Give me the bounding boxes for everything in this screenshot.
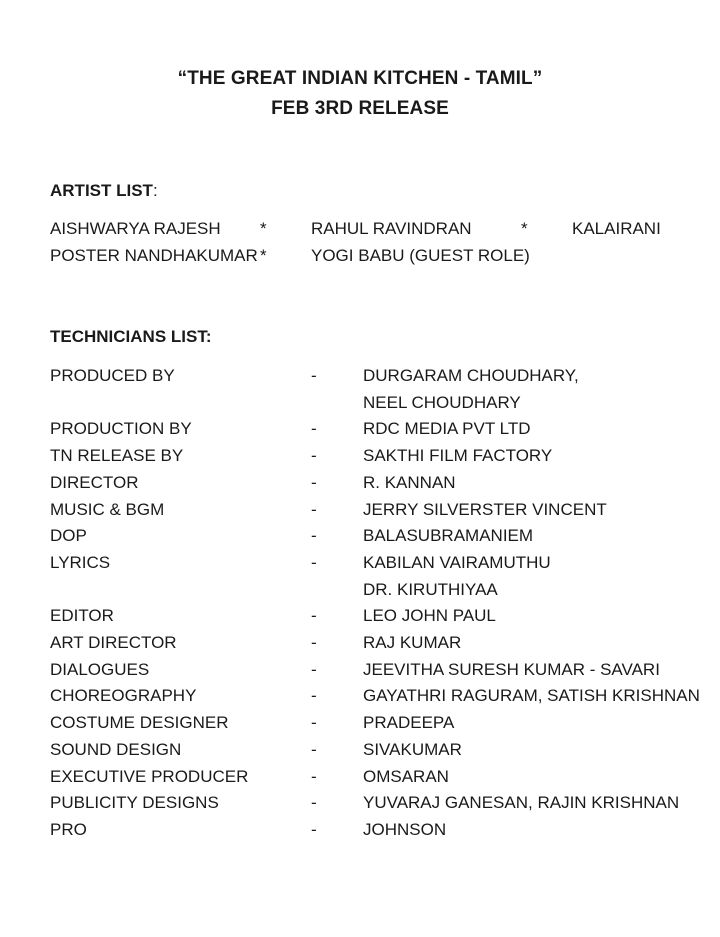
role-dash-separator: -	[311, 366, 317, 385]
artist-list-heading	[50, 181, 158, 201]
artist-name: AISHWARYA RAJESH	[50, 219, 221, 238]
technician-role: MUSIC & BGM	[50, 499, 165, 519]
technician-role: DIALOGUES	[50, 659, 150, 679]
role-dash-separator: -	[311, 793, 317, 813]
technician-row	[0, 767, 720, 793]
technician-name: SIVAKUMAR	[363, 739, 462, 759]
technician-name: GAYATHRI RAGURAM, SATISH KRISHNAN	[363, 686, 700, 706]
role-dash-separator: -	[311, 633, 317, 652]
role-dash-separator: -	[311, 739, 317, 759]
technician-role: CHOREOGRAPHY	[50, 686, 197, 706]
role-dash-separator: -	[311, 606, 317, 626]
technician-role: LYRICS	[50, 552, 111, 572]
technician-row	[0, 713, 720, 739]
technician-row	[0, 580, 720, 606]
technician-name: DR. KIRUTHIYAA	[363, 579, 498, 599]
role-dash-separator: -	[311, 659, 317, 679]
separator-star: *	[260, 246, 267, 265]
technician-row	[0, 526, 720, 552]
technician-row	[0, 793, 720, 819]
technician-role: EDITOR	[50, 606, 114, 626]
artist-list-heading-text: ARTIST LIST	[50, 181, 153, 200]
role-dash-separator: -	[311, 713, 317, 733]
artist-name: POSTER NANDHAKUMAR	[50, 246, 258, 265]
separator-star: *	[521, 219, 528, 238]
technician-row	[0, 366, 720, 392]
technician-role: PRODUCTION BY	[50, 419, 192, 439]
technician-name: BALASUBRAMANIEM	[363, 526, 534, 546]
role-dash-separator: -	[311, 472, 317, 492]
role-dash-separator: -	[311, 766, 317, 786]
artist-name: KALAIRANI	[572, 219, 661, 238]
technician-row	[0, 473, 720, 499]
technician-name: YUVARAJ GANESAN, RAJIN KRISHNAN	[363, 793, 680, 813]
technician-name: JERRY SILVERSTER VINCENT	[363, 499, 607, 519]
technician-name: JEEVITHA SURESH KUMAR - SAVARI	[363, 659, 660, 679]
technician-row	[0, 686, 720, 712]
technician-row	[0, 740, 720, 766]
technician-name: SAKTHI FILM FACTORY	[363, 446, 553, 466]
artist-name: YOGI BABU (GUEST ROLE)	[311, 246, 530, 265]
document-title: “THE GREAT INDIAN KITCHEN - TAMIL”	[177, 68, 543, 89]
technician-role: PUBLICITY DESIGNS	[50, 793, 219, 813]
technician-role: COSTUME DESIGNER	[50, 713, 229, 733]
release-date-subtitle: FEB 3RD RELEASE	[271, 98, 449, 119]
technician-name: PRADEEPA	[363, 713, 455, 733]
technician-name: DURGARAM CHOUDHARY,	[363, 366, 579, 385]
technician-row	[0, 446, 720, 472]
technician-row	[0, 606, 720, 632]
technician-row	[0, 660, 720, 686]
technician-name: NEEL CHOUDHARY	[363, 392, 521, 412]
technician-name: LEO JOHN PAUL	[363, 606, 496, 626]
artist-name: RAHUL RAVINDRAN	[311, 219, 472, 238]
role-dash-separator: -	[311, 499, 317, 519]
technician-row	[0, 633, 720, 659]
technician-name: R. KANNAN	[363, 472, 456, 492]
technicians-list-heading: TECHNICIANS LIST:	[50, 327, 212, 346]
technician-role: PRODUCED BY	[50, 366, 175, 385]
technician-role: TN RELEASE BY	[50, 446, 184, 466]
separator-star: *	[260, 219, 267, 238]
technician-role: DIRECTOR	[50, 472, 139, 492]
technician-row	[0, 419, 720, 445]
artist-list-heading-colon: :	[152, 181, 158, 200]
technician-role: SOUND DESIGN	[50, 739, 182, 759]
technician-row	[0, 500, 720, 526]
technician-row	[0, 553, 720, 579]
technician-role: DOP	[50, 526, 87, 546]
technician-role: ART DIRECTOR	[50, 633, 177, 652]
technician-role: EXECUTIVE PRODUCER	[50, 766, 249, 786]
technician-name: OMSARAN	[363, 766, 449, 786]
technician-role: PRO	[50, 819, 87, 839]
technician-row	[0, 393, 720, 419]
technician-name: RAJ KUMAR	[363, 633, 462, 652]
role-dash-separator: -	[311, 686, 317, 706]
technician-name: JOHNSON	[363, 819, 447, 839]
role-dash-separator: -	[311, 419, 317, 439]
role-dash-separator: -	[311, 552, 317, 572]
technician-row	[0, 820, 720, 846]
role-dash-separator: -	[311, 526, 317, 546]
technician-name: RDC MEDIA PVT LTD	[363, 419, 531, 439]
role-dash-separator: -	[311, 819, 317, 839]
technician-name: KABILAN VAIRAMUTHU	[363, 552, 551, 572]
role-dash-separator: -	[311, 446, 317, 466]
